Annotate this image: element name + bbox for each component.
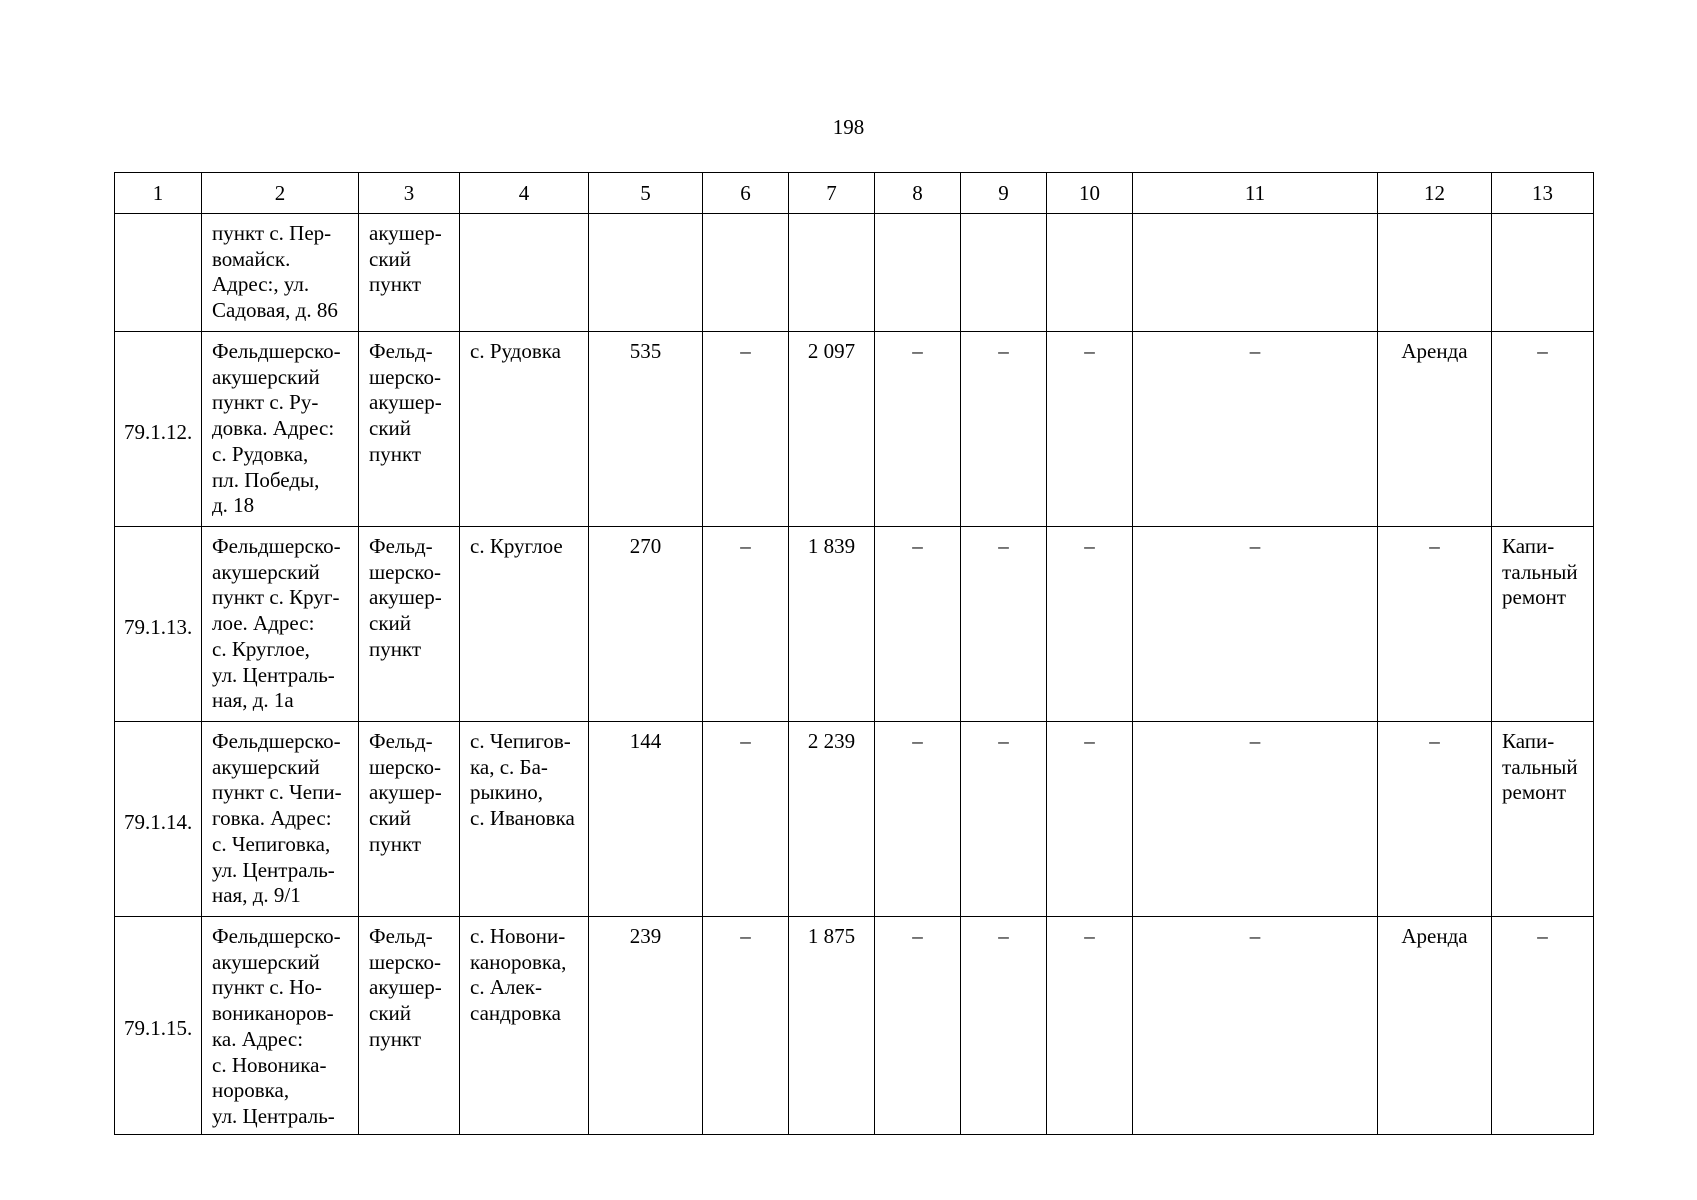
- cell-col6: –: [703, 332, 789, 527]
- cell-col5: 239: [589, 917, 703, 1135]
- cell-col11: –: [1133, 332, 1378, 527]
- cell-col6: –: [703, 722, 789, 917]
- table-row: [115, 527, 1594, 722]
- cell-col12: Аренда: [1378, 917, 1492, 1135]
- column-header: 12: [1378, 173, 1492, 214]
- cell-col6: –: [703, 917, 789, 1135]
- facility-type: Фельд- шерско- акушер- ский пункт: [359, 722, 460, 917]
- table-row: [115, 917, 1594, 1135]
- cell-col9: –: [961, 917, 1047, 1135]
- facility-type: Фельд- шерско- акушер- ский пункт: [359, 527, 460, 722]
- cell-col5: 535: [589, 332, 703, 527]
- table-row: [115, 214, 1594, 332]
- row-code: 79.1.13.: [115, 527, 202, 722]
- cell-col9: –: [961, 332, 1047, 527]
- table-row: [115, 332, 1594, 527]
- cell-col9: –: [961, 722, 1047, 917]
- cell-col8: –: [875, 917, 961, 1135]
- cell-col10: –: [1047, 917, 1133, 1135]
- cell-col7: [789, 214, 875, 332]
- page-number: 198: [832, 115, 865, 139]
- column-header: 10: [1047, 173, 1133, 214]
- facility-type: Фельд- шерско- акушер- ский пункт: [359, 332, 460, 527]
- column-header: 13: [1492, 173, 1594, 214]
- cell-col8: –: [875, 332, 961, 527]
- facility-name-address: Фельдшерско- акушерский пункт с. Чепи- говка. Адрес: с. Чепиговка, ул. Централь- ная, д. 9/1: [202, 722, 359, 917]
- cell-col13: [1492, 214, 1594, 332]
- facility-name-address: Фельдшерско- акушерский пункт с. Круг- лое. Адрес: с. Круглое, ул. Централь- ная, д. 1а: [202, 527, 359, 722]
- served-localities: с. Чепигов- ка, с. Ба- рыкино, с. Ивановка: [460, 722, 589, 917]
- column-header: 8: [875, 173, 961, 214]
- column-header: 5: [589, 173, 703, 214]
- facility-type: Фельд- шерско- акушер- ский пункт: [359, 917, 460, 1135]
- cell-col9: [961, 214, 1047, 332]
- column-header: 2: [202, 173, 359, 214]
- row-code: 79.1.12.: [115, 332, 202, 527]
- cell-col10: [1047, 214, 1133, 332]
- column-header: 11: [1133, 173, 1378, 214]
- cell-col7: 2 097: [789, 332, 875, 527]
- cell-col13: –: [1492, 332, 1594, 527]
- cell-col7: 1 839: [789, 527, 875, 722]
- column-header: 9: [961, 173, 1047, 214]
- cell-col8: –: [875, 722, 961, 917]
- column-header: 7: [789, 173, 875, 214]
- table-row: [115, 722, 1594, 917]
- cell-col8: –: [875, 527, 961, 722]
- served-localities: с. Новони- каноровка, с. Алек- сандровка: [460, 917, 589, 1135]
- cell-col13: Капи- тальный ремонт: [1492, 527, 1594, 722]
- cell-col7: 1 875: [789, 917, 875, 1135]
- facility-type: акушер- ский пункт: [359, 214, 460, 332]
- column-header: 4: [460, 173, 589, 214]
- row-code: 79.1.15.: [115, 917, 202, 1135]
- column-header: 6: [703, 173, 789, 214]
- facility-name-address: Фельдшерско- акушерский пункт с. Ру- довка. Адрес: с. Рудовка, пл. Победы, д. 18: [202, 332, 359, 527]
- served-localities: с. Круглое: [460, 527, 589, 722]
- cell-col10: –: [1047, 527, 1133, 722]
- row-code: 79.1.14.: [115, 722, 202, 917]
- column-header: 3: [359, 173, 460, 214]
- cell-col11: [1133, 214, 1378, 332]
- facility-name-address: пункт с. Пер- вомайск. Адрес:, ул. Садовая, д. 86: [202, 214, 359, 332]
- cell-col6: –: [703, 527, 789, 722]
- column-number-row: [115, 173, 1594, 214]
- cell-col12: [1378, 214, 1492, 332]
- cell-col12: Аренда: [1378, 332, 1492, 527]
- cell-col11: –: [1133, 722, 1378, 917]
- served-localities: с. Рудовка: [460, 332, 589, 527]
- cell-col11: –: [1133, 527, 1378, 722]
- cell-col5: 270: [589, 527, 703, 722]
- cell-col12: –: [1378, 527, 1492, 722]
- cell-col10: –: [1047, 722, 1133, 917]
- cell-col10: –: [1047, 332, 1133, 527]
- column-header: 1: [115, 173, 202, 214]
- row-code: [115, 214, 202, 332]
- cell-col12: –: [1378, 722, 1492, 917]
- cell-col5: 144: [589, 722, 703, 917]
- cell-col5: [589, 214, 703, 332]
- cell-col7: 2 239: [789, 722, 875, 917]
- cell-col8: [875, 214, 961, 332]
- facility-name-address: Фельдшерско- акушерский пункт с. Но- вониканоров- ка. Адрес: с. Новоника- норовка, ул. Централь-: [202, 917, 359, 1135]
- cell-col13: –: [1492, 917, 1594, 1135]
- cell-col13: Капи- тальный ремонт: [1492, 722, 1594, 917]
- cell-col11: –: [1133, 917, 1378, 1135]
- cell-col6: [703, 214, 789, 332]
- served-localities: [460, 214, 589, 332]
- cell-col9: –: [961, 527, 1047, 722]
- facilities-table: [114, 172, 1594, 1135]
